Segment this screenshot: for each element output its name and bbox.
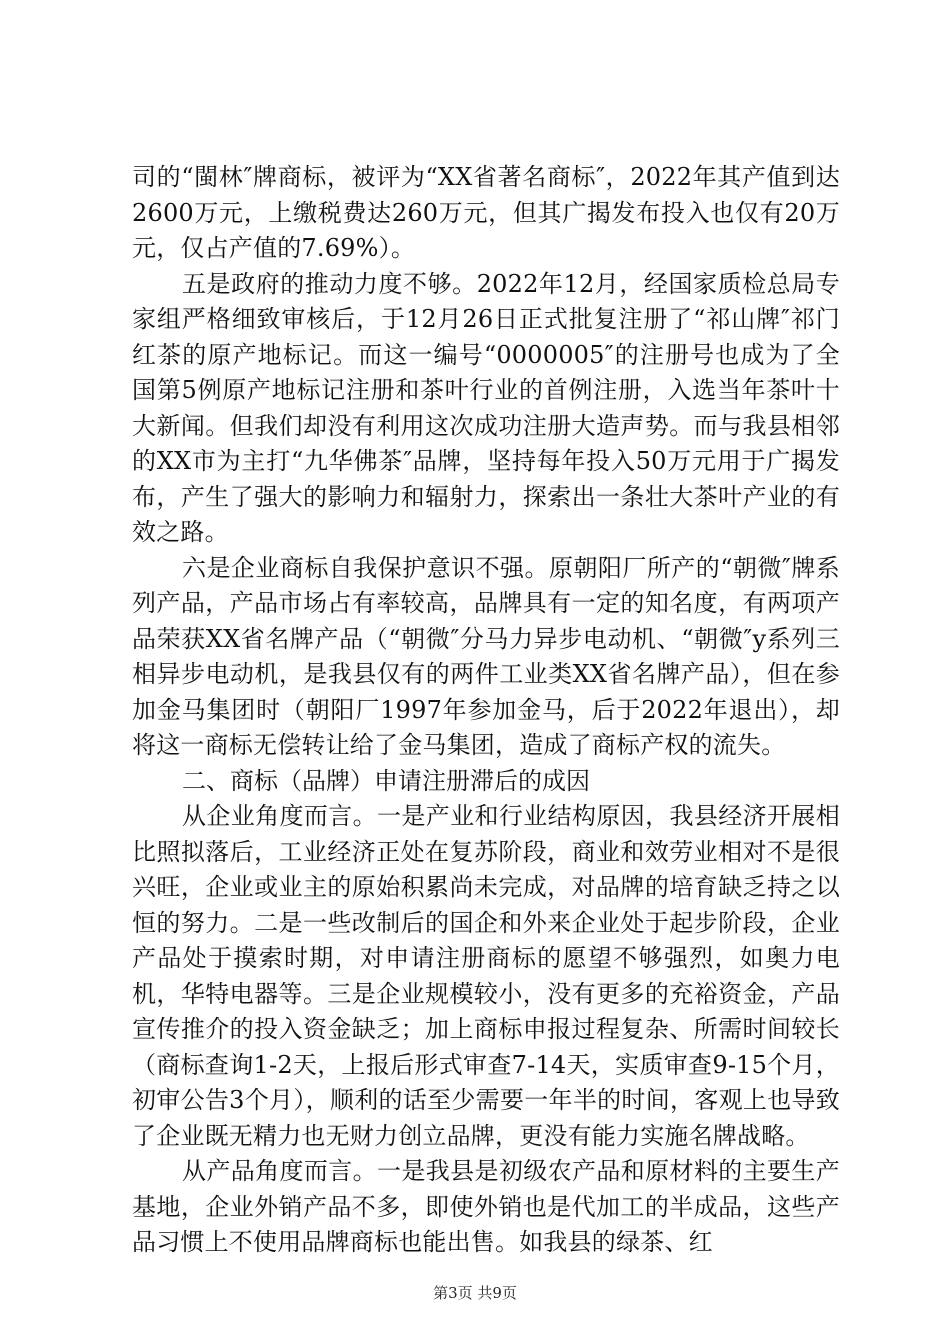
page-number-footer: 第3页 共9页: [433, 1284, 517, 1302]
paragraph-enterprise-perspective: 从企业角度而言。一是产业和行业结构原因，我县经济开展相比照拟落后，工业经济正处在复苏阶段，商业和效劳业相对不是很兴旺，企业或业主的原始积累尚未完成，对品牌的培育缺乏持之以恒的努力。二是一些改制后的国企和外来企业处于起步阶段，企业产品处于摸索时期，对申请注册商标的愿望不够强烈，如奥力电机，华特电器等。三是企业规模较小，没有更多的充裕资金，产品宣传推介的投入资金缺乏；加上商标申报过程复杂、所需时间较长（商标查询1-2天，上报后形式审查7-14天，实质审查9-15个月，初审公告3个月），顺利的话至少需要一年半的时间，客观上也导致了企业既无精力也无财力创立品牌，更没有能力实施名牌战略。: [132, 802, 840, 1150]
document-body: [132, 160, 840, 1261]
paragraph-continuation: 司的“閩林″牌商标，被评为“XX省著名商标″，2022年其产值到达2600万元，上缴税费达260万元，但其广揭发布投入也仅有20万元，仅占产值的7.69%）。: [132, 163, 840, 262]
paragraph-government-promotion: 五是政府的推动力度不够。2022年12月，经国家质检总局专家组严格细致审核后，于12月26日正式批复注册了“祁山牌″祁门红茶的原产地标记。而这一编号“0000005″的注册号也成为了全国第5例原产地标记注册和茶叶行业的首例注册，入选当年茶叶十大新闻。但我们却没有利用这次成功注册大造声势。而与我县相邻的XX市为主打“九华佛茶″品牌，坚持每年投入50万元用于广揭发布，产生了强大的影响力和辐射力，探索出一条壮大茶叶产业的有效之路。: [132, 269, 840, 546]
paragraph-trademark-protection: 六是企业商标自我保护意识不强。原朝阳厂所产的“朝微″牌系列产品，产品市场占有率较高，品牌具有一定的知名度，有两项产品荣获XX省名牌产品（“朝微″分马力异步电动机、“朝微″y系列三相异步电动机，是我县仅有的两件工业类XX省名牌产品），但在参加金马集团时（朝阳厂1997年参加金马，后于2022年退出），却将这一商标无偿转让给了金马集团，造成了商标产权的流失。: [132, 553, 840, 759]
paragraph-product-perspective: 从产品角度而言。一是我县是初级农产品和原材料的主要生产基地，企业外销产品不多，即使外销也是代加工的半成品，这些产品习惯上不使用品牌商标也能出售。如我县的绿茶、红: [132, 1157, 840, 1256]
section-heading: 二、商标（品牌）申请注册滞后的成因: [182, 766, 590, 795]
